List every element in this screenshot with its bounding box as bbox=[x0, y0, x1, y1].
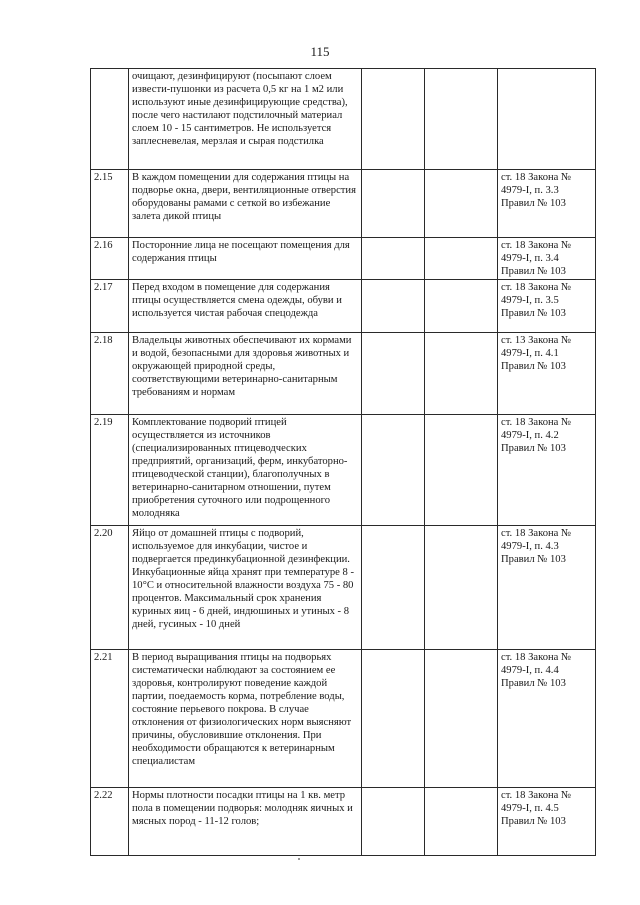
table-row bbox=[91, 415, 596, 526]
page-number: 115 bbox=[310, 44, 330, 59]
answer-cell-no[interactable] bbox=[425, 415, 498, 526]
row-number: 2.17 bbox=[91, 280, 129, 333]
table-row bbox=[91, 280, 596, 333]
row-number: 2.22 bbox=[91, 788, 129, 856]
row-number: 2.18 bbox=[91, 333, 129, 415]
answer-cell-yes[interactable] bbox=[362, 170, 425, 238]
answer-cell-yes[interactable] bbox=[362, 650, 425, 788]
row-number: 2.21 bbox=[91, 650, 129, 788]
scan-speck bbox=[298, 858, 300, 860]
requirements-table bbox=[90, 68, 596, 856]
answer-cell-yes[interactable] bbox=[362, 526, 425, 650]
answer-cell-yes[interactable] bbox=[362, 280, 425, 333]
table-row bbox=[91, 650, 596, 788]
requirement-text: Владельцы животных обеспечивают их кормами и водой, безопасными для здоровья животных и окружающей природной среды, соответствующими ветеринарно-санитарным требованиям и нормам bbox=[129, 333, 362, 415]
row-number: 2.16 bbox=[91, 238, 129, 280]
answer-cell-yes[interactable] bbox=[362, 238, 425, 280]
answer-cell-no[interactable] bbox=[425, 280, 498, 333]
row-number: 2.20 bbox=[91, 526, 129, 650]
answer-cell-yes[interactable] bbox=[362, 333, 425, 415]
requirement-text: Яйцо от домашней птицы с подворий, используемое для инкубации, чистое и подвергается прединкубационной дезинфекции. Инкубационные яйца хранят при температуре 8 - 10°С и относительной влажности воздуха 75 - 80 процентов. Максимальный срок хранения куриных яиц - 6 дней, индюшиных и утиных - 8 дней, гусиных - 10 дней bbox=[129, 526, 362, 650]
answer-cell-no[interactable] bbox=[425, 788, 498, 856]
answer-cell-no[interactable] bbox=[425, 650, 498, 788]
answer-cell-no[interactable] bbox=[425, 69, 498, 170]
legal-reference: ст. 18 Закона № 4979-I, п. 3.4 Правил № 103 bbox=[498, 238, 596, 280]
row-number bbox=[91, 69, 129, 170]
requirement-text: В каждом помещении для содержания птицы на подворье окна, двери, вентиляционные отверстия оборудованы рамами с сеткой во избежание залета дикой птицы bbox=[129, 170, 362, 238]
table-row bbox=[91, 526, 596, 650]
table-row bbox=[91, 69, 596, 170]
requirement-text: Посторонние лица не посещают помещения для содержания птицы bbox=[129, 238, 362, 280]
legal-reference bbox=[498, 69, 596, 170]
answer-cell-no[interactable] bbox=[425, 170, 498, 238]
requirement-text: Нормы плотности посадки птицы на 1 кв. метр пола в помещении подворья: молодняк яичных и мясных пород - 11-12 голов; bbox=[129, 788, 362, 856]
requirement-text: Перед входом в помещение для содержания птицы осуществляется смена одежды, обуви и используется чистая рабочая спецодежда bbox=[129, 280, 362, 333]
legal-reference: ст. 18 Закона № 4979-I, п. 3.5 Правил № 103 bbox=[498, 280, 596, 333]
answer-cell-yes[interactable] bbox=[362, 788, 425, 856]
answer-cell-yes[interactable] bbox=[362, 69, 425, 170]
table-row bbox=[91, 238, 596, 280]
requirement-text: очищают, дезинфицируют (посыпают слоем извести-пушонки из расчета 0,5 кг на 1 м2 или используют иные дезинфицирующие средства), после чего настилают подстилочный материал слоем 10 - 15 сантиметров. Не используется заплесневелая, мерзлая и сырая подстилка bbox=[129, 69, 362, 170]
table-row bbox=[91, 170, 596, 238]
legal-reference: ст. 18 Закона № 4979-I, п. 4.2 Правил № 103 bbox=[498, 415, 596, 526]
requirement-text: В период выращивания птицы на подворьях систематически наблюдают за состоянием ее здоровья, контролируют поведение каждой партии, поедаемость корма, потребление воды, состояние перьевого покрова. В случае отклонения от физиологических норм выясняют причины, обусловившие отклонения. При необходимости обращаются к ветеринарным специалистам bbox=[129, 650, 362, 788]
requirement-text: Комплектование подворий птицей осуществляется из источников (специализированных птицеводческих предприятий, организаций, ферм, инкубаторно-птицеводческой станции), благополучных в ветеринарно-санитарном отношении, путем приобретения суточного или подрощенного молодняка bbox=[129, 415, 362, 526]
row-number: 2.15 bbox=[91, 170, 129, 238]
legal-reference: ст. 18 Закона № 4979-I, п. 4.5 Правил № 103 bbox=[498, 788, 596, 856]
legal-reference: ст. 18 Закона № 4979-I, п. 3.3 Правил № 103 bbox=[498, 170, 596, 238]
answer-cell-no[interactable] bbox=[425, 238, 498, 280]
answer-cell-no[interactable] bbox=[425, 333, 498, 415]
table-row bbox=[91, 333, 596, 415]
answer-cell-yes[interactable] bbox=[362, 415, 425, 526]
row-number: 2.19 bbox=[91, 415, 129, 526]
legal-reference: ст. 18 Закона № 4979-I, п. 4.4 Правил № 103 bbox=[498, 650, 596, 788]
legal-reference: ст. 18 Закона № 4979-I, п. 4.3 Правил № 103 bbox=[498, 526, 596, 650]
answer-cell-no[interactable] bbox=[425, 526, 498, 650]
legal-reference: ст. 13 Закона № 4979-I, п. 4.1 Правил № 103 bbox=[498, 333, 596, 415]
table-row bbox=[91, 788, 596, 856]
